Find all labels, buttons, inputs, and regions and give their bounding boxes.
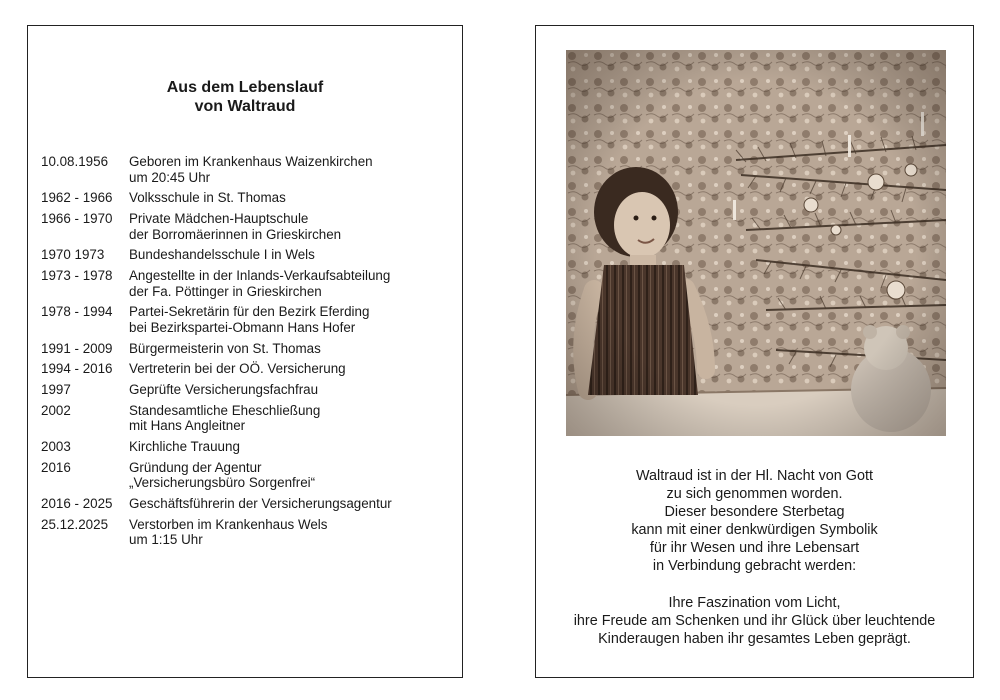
cv-entry-line: Private Mädchen-Hauptschule bbox=[129, 210, 309, 226]
cv-entry-text bbox=[129, 211, 341, 242]
cv-entry-text bbox=[129, 517, 327, 548]
cv-entry bbox=[41, 211, 454, 242]
cv-entry-text bbox=[129, 496, 392, 512]
cv-card bbox=[27, 25, 463, 678]
cv-entry-line: um 20:45 Uhr bbox=[129, 169, 211, 185]
cv-entry bbox=[41, 341, 454, 357]
cv-entry bbox=[41, 517, 454, 548]
epitaph-line: Dieser besondere Sterbetag bbox=[664, 504, 845, 520]
cv-entry-date: 2016 - 2025 bbox=[41, 495, 113, 511]
cv-entry-line: Volksschule in St. Thomas bbox=[129, 190, 286, 206]
cv-entry-text bbox=[129, 460, 315, 491]
cv-entry-text bbox=[129, 268, 390, 299]
cv-title-line: von Waltraud bbox=[194, 98, 296, 115]
cv-entry-line: Gründung der Agentur bbox=[129, 459, 262, 475]
cv-entry-date: 1994 - 2016 bbox=[41, 361, 113, 377]
cv-entry-line: Angestellte in der Inlands-Verkaufsabteilung bbox=[129, 267, 391, 283]
cv-entry bbox=[41, 439, 454, 455]
epitaph-line: kann mit einer denkwürdigen Symbolik bbox=[631, 522, 878, 538]
cv-entry-date: 2016 bbox=[41, 459, 71, 475]
cv-entry-text bbox=[129, 361, 346, 377]
cv-entry-line: um 1:15 Uhr bbox=[129, 532, 203, 548]
cv-list bbox=[41, 154, 454, 553]
cv-entry-line: Verstorben im Krankenhaus Wels bbox=[129, 516, 328, 532]
epitaph-paragraph-1 bbox=[536, 467, 973, 575]
cv-entry-text bbox=[129, 304, 369, 335]
cv-entry-line: „Versicherungsbüro Sorgenfrei“ bbox=[129, 475, 316, 491]
cv-entry bbox=[41, 382, 454, 398]
cv-entry bbox=[41, 460, 454, 491]
epitaph-paragraph-2 bbox=[536, 594, 973, 648]
cv-entry-text bbox=[129, 190, 286, 206]
cv-entry-date: 1966 - 1970 bbox=[41, 210, 113, 226]
cv-entry-date: 1962 - 1966 bbox=[41, 190, 113, 206]
cv-entry-line: Bundeshandelsschule I in Wels bbox=[129, 247, 315, 263]
cv-entry-line: der Borromäerinnen in Grieskirchen bbox=[129, 226, 342, 242]
cv-entry-text bbox=[129, 247, 315, 263]
cv-entry-line: Partei-Sekretärin für den Bezirk Eferding bbox=[129, 304, 370, 320]
cv-entry-date: 1997 bbox=[41, 381, 71, 397]
epitaph-line: ihre Freude am Schenken und ihr Glück über leuchtende bbox=[573, 613, 936, 629]
cv-entry-line: der Fa. Pöttinger in Grieskirchen bbox=[129, 283, 322, 299]
cv-entry-line: Bürgermeisterin von St. Thomas bbox=[129, 340, 321, 356]
cv-entry bbox=[41, 247, 454, 263]
cv-entry-line: mit Hans Angleitner bbox=[129, 418, 246, 434]
cv-title-line: Aus dem Lebenslauf bbox=[166, 79, 324, 96]
cv-entry-line: Geboren im Krankenhaus Waizenkirchen bbox=[129, 154, 373, 169]
epitaph-text bbox=[536, 467, 973, 648]
cv-title bbox=[28, 78, 462, 116]
cv-entry-date: 1978 - 1994 bbox=[41, 304, 113, 320]
cv-entry-date: 10.08.1956 bbox=[41, 154, 109, 169]
cv-entry-date: 2002 bbox=[41, 402, 71, 418]
cv-entry-date: 2003 bbox=[41, 438, 71, 454]
cv-entry bbox=[41, 154, 454, 185]
cv-entry-date: 25.12.2025 bbox=[41, 516, 109, 532]
memorial-card bbox=[535, 25, 974, 678]
cv-entry-line: Geprüfte Versicherungsfachfrau bbox=[129, 381, 319, 397]
cv-entry-line: bei Bezirkspartei-Obmann Hans Hofer bbox=[129, 319, 356, 335]
cv-entry-text bbox=[129, 439, 240, 455]
epitaph-line: Waltraud ist in der Hl. Nacht von Gott bbox=[635, 468, 873, 484]
cv-entry bbox=[41, 403, 454, 434]
cv-entry bbox=[41, 268, 454, 299]
sepia-photo-child-christmas-tree-icon bbox=[566, 50, 946, 436]
cv-entry-line: Vertreterin bei der OÖ. Versicherung bbox=[129, 361, 346, 377]
cv-entry-date: 1973 - 1978 bbox=[41, 267, 113, 283]
memorial-photo bbox=[566, 50, 946, 436]
epitaph-line: zu sich genommen worden. bbox=[666, 486, 843, 502]
cv-entry-text bbox=[129, 382, 318, 398]
cv-entry-date: 1991 - 2009 bbox=[41, 340, 113, 356]
cv-entry-text bbox=[129, 341, 321, 357]
epitaph-line: Ihre Faszination vom Licht, bbox=[668, 595, 841, 611]
cv-entry-date: 1970 1973 bbox=[41, 247, 105, 263]
epitaph-line: Kinderaugen haben ihr gesamtes Leben geprägt. bbox=[598, 631, 911, 647]
epitaph-line: in Verbindung gebracht werden: bbox=[652, 558, 857, 574]
cv-entry bbox=[41, 304, 454, 335]
cv-entry-line: Geschäftsführerin der Versicherungsagentur bbox=[129, 495, 392, 511]
cv-entry bbox=[41, 496, 454, 512]
cv-entry bbox=[41, 361, 454, 377]
cv-entry bbox=[41, 190, 454, 206]
cv-entry-line: Kirchliche Trauung bbox=[129, 438, 240, 454]
paragraph-gap bbox=[536, 575, 973, 594]
cv-entry-line: Standesamtliche Eheschließung bbox=[129, 402, 321, 418]
epitaph-line: für ihr Wesen und ihre Lebensart bbox=[649, 540, 860, 556]
cv-entry-text bbox=[129, 403, 320, 434]
cv-entry-text bbox=[129, 154, 373, 185]
